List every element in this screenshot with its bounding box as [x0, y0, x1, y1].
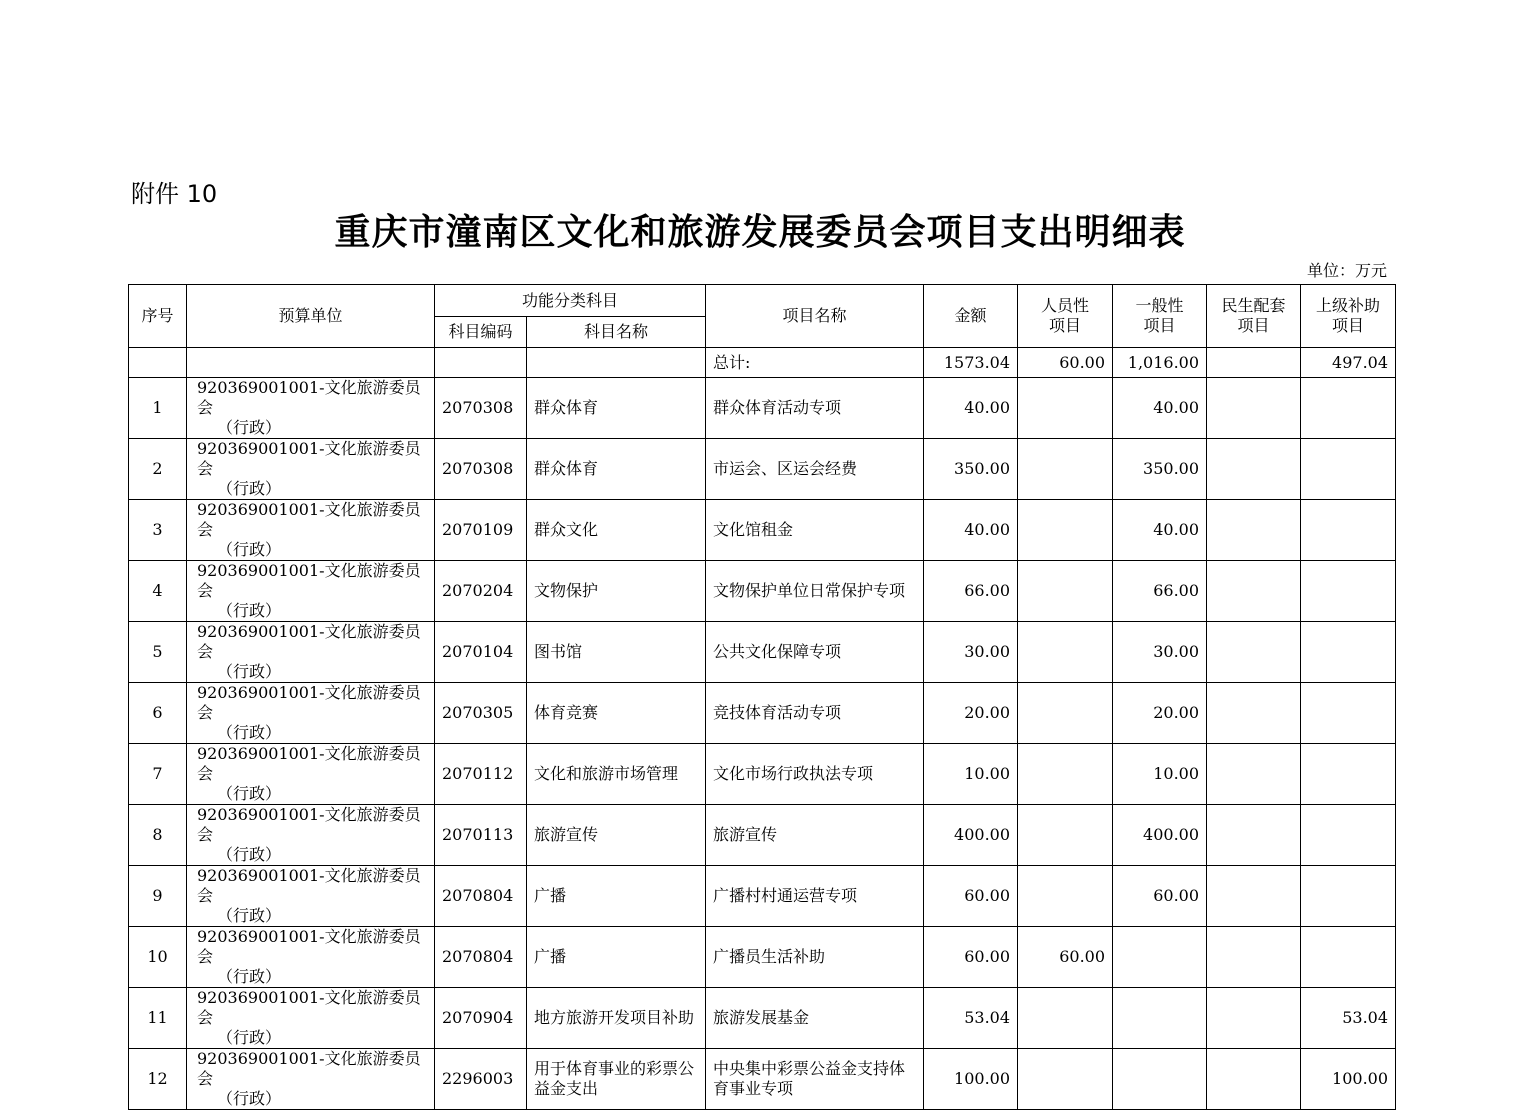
cell-subsidy	[1301, 378, 1396, 439]
table-row	[129, 378, 1396, 439]
cell-livelihood	[1207, 500, 1301, 561]
cell-subject-name: 群众文化	[527, 500, 706, 561]
cell-budget-unit-line2: （行政）	[217, 1028, 282, 1047]
cell-subsidy: 100.00	[1301, 1049, 1396, 1110]
header-subsidy-line1: 上级补助	[1316, 296, 1381, 315]
header-seq: 序号	[129, 285, 187, 348]
cell-project-name: 旅游宣传	[706, 805, 924, 866]
cell-personnel	[1018, 561, 1113, 622]
cell-budget-unit-line2: （行政）	[217, 1089, 282, 1108]
cell-project-name: 文物保护单位日常保护专项	[706, 561, 924, 622]
cell-seq: 11	[129, 988, 187, 1049]
table-header	[129, 285, 1396, 348]
header-function-category: 功能分类科目	[435, 285, 706, 317]
cell-subject-name: 文物保护	[527, 561, 706, 622]
cell-budget-unit-line2: （行政）	[217, 784, 282, 803]
cell-amount: 66.00	[924, 561, 1018, 622]
cell-subject-name: 广播	[527, 866, 706, 927]
header-livelihood-line1: 民生配套	[1221, 296, 1286, 315]
header-livelihood-line2: 项目	[1237, 316, 1270, 335]
cell-livelihood	[1207, 439, 1301, 500]
expenditure-table	[128, 284, 1396, 1110]
cell-livelihood	[1207, 1049, 1301, 1110]
cell-livelihood	[1207, 561, 1301, 622]
cell-subject-name: 广播	[527, 927, 706, 988]
cell-general: 30.00	[1113, 622, 1207, 683]
cell-amount: 60.00	[924, 927, 1018, 988]
cell-subject-name: 群众体育	[527, 378, 706, 439]
cell-budget-unit	[187, 622, 435, 683]
table-row	[129, 866, 1396, 927]
header-general	[1113, 285, 1207, 348]
cell-subject-code: 2070904	[435, 988, 527, 1049]
cell-seq: 5	[129, 622, 187, 683]
cell-subject-code: 2070305	[435, 683, 527, 744]
cell-subject-code: 2296003	[435, 1049, 527, 1110]
cell-amount: 53.04	[924, 988, 1018, 1049]
cell-seq: 3	[129, 500, 187, 561]
cell-subsidy	[1301, 927, 1396, 988]
cell-subject-code: 2070308	[435, 439, 527, 500]
cell-seq: 2	[129, 439, 187, 500]
total-code-cell	[435, 348, 527, 378]
cell-seq: 6	[129, 683, 187, 744]
cell-budget-unit-line1: 920369001001-文化旅游委员会	[197, 561, 421, 600]
cell-subject-name: 文化和旅游市场管理	[527, 744, 706, 805]
table-row	[129, 805, 1396, 866]
table-row	[129, 1049, 1396, 1110]
cell-amount: 20.00	[924, 683, 1018, 744]
cell-project-name: 公共文化保障专项	[706, 622, 924, 683]
total-unit-cell	[187, 348, 435, 378]
total-amount: 1573.04	[924, 348, 1018, 378]
cell-subject-code: 2070113	[435, 805, 527, 866]
header-subsidy	[1301, 285, 1396, 348]
table-body	[129, 348, 1396, 1110]
cell-seq: 4	[129, 561, 187, 622]
cell-amount: 30.00	[924, 622, 1018, 683]
cell-general	[1113, 988, 1207, 1049]
cell-budget-unit-line1: 920369001001-文化旅游委员会	[197, 927, 421, 966]
table-row	[129, 744, 1396, 805]
cell-subsidy	[1301, 866, 1396, 927]
table-row	[129, 988, 1396, 1049]
cell-budget-unit-line1: 920369001001-文化旅游委员会	[197, 439, 421, 478]
cell-subject-name: 群众体育	[527, 439, 706, 500]
cell-budget-unit	[187, 683, 435, 744]
cell-subject-code: 2070804	[435, 866, 527, 927]
cell-budget-unit	[187, 378, 435, 439]
cell-budget-unit	[187, 744, 435, 805]
cell-seq: 7	[129, 744, 187, 805]
cell-budget-unit	[187, 439, 435, 500]
cell-project-name: 竞技体育活动专项	[706, 683, 924, 744]
cell-general: 66.00	[1113, 561, 1207, 622]
cell-budget-unit-line1: 920369001001-文化旅游委员会	[197, 744, 421, 783]
cell-subject-name: 地方旅游开发项目补助	[527, 988, 706, 1049]
cell-subject-code: 2070112	[435, 744, 527, 805]
header-personnel-line1: 人员性	[1041, 296, 1090, 315]
cell-general: 350.00	[1113, 439, 1207, 500]
cell-budget-unit-line2: （行政）	[217, 906, 282, 925]
cell-subsidy	[1301, 622, 1396, 683]
cell-seq: 9	[129, 866, 187, 927]
cell-livelihood	[1207, 927, 1301, 988]
cell-budget-unit-line2: （行政）	[217, 723, 282, 742]
table-row	[129, 927, 1396, 988]
cell-personnel	[1018, 805, 1113, 866]
total-livelihood	[1207, 348, 1301, 378]
header-subsidy-line2: 项目	[1332, 316, 1365, 335]
cell-subject-code: 2070308	[435, 378, 527, 439]
cell-budget-unit-line1: 920369001001-文化旅游委员会	[197, 683, 421, 722]
cell-seq: 12	[129, 1049, 187, 1110]
cell-livelihood	[1207, 378, 1301, 439]
cell-general	[1113, 927, 1207, 988]
cell-budget-unit-line2: （行政）	[217, 967, 282, 986]
cell-budget-unit	[187, 927, 435, 988]
cell-project-name: 中央集中彩票公益金支持体育事业专项	[706, 1049, 924, 1110]
cell-subject-code: 2070109	[435, 500, 527, 561]
cell-general: 40.00	[1113, 378, 1207, 439]
cell-amount: 60.00	[924, 866, 1018, 927]
cell-amount: 10.00	[924, 744, 1018, 805]
cell-personnel	[1018, 378, 1113, 439]
header-personnel-line2: 项目	[1049, 316, 1082, 335]
cell-subsidy	[1301, 439, 1396, 500]
table-row	[129, 439, 1396, 500]
cell-budget-unit	[187, 561, 435, 622]
cell-amount: 350.00	[924, 439, 1018, 500]
header-general-line1: 一般性	[1135, 296, 1184, 315]
cell-general: 40.00	[1113, 500, 1207, 561]
cell-budget-unit-line1: 920369001001-文化旅游委员会	[197, 378, 421, 417]
cell-subsidy	[1301, 744, 1396, 805]
cell-seq: 1	[129, 378, 187, 439]
cell-project-name: 市运会、区运会经费	[706, 439, 924, 500]
cell-budget-unit	[187, 805, 435, 866]
header-project-name: 项目名称	[706, 285, 924, 348]
cell-subsidy: 53.04	[1301, 988, 1396, 1049]
cell-general	[1113, 1049, 1207, 1110]
cell-project-name: 广播员生活补助	[706, 927, 924, 988]
cell-subject-name: 旅游宣传	[527, 805, 706, 866]
total-subsidy: 497.04	[1301, 348, 1396, 378]
cell-personnel	[1018, 866, 1113, 927]
cell-livelihood	[1207, 622, 1301, 683]
cell-budget-unit-line2: （行政）	[217, 845, 282, 864]
cell-personnel	[1018, 622, 1113, 683]
cell-budget-unit-line1: 920369001001-文化旅游委员会	[197, 622, 421, 661]
header-amount: 金额	[924, 285, 1018, 348]
table-row	[129, 683, 1396, 744]
cell-subsidy	[1301, 500, 1396, 561]
cell-budget-unit-line2: （行政）	[217, 418, 282, 437]
cell-subject-code: 2070104	[435, 622, 527, 683]
cell-personnel	[1018, 500, 1113, 561]
cell-project-name: 旅游发展基金	[706, 988, 924, 1049]
cell-budget-unit-line1: 920369001001-文化旅游委员会	[197, 988, 421, 1027]
cell-amount: 100.00	[924, 1049, 1018, 1110]
total-row	[129, 348, 1396, 378]
cell-subject-name: 体育竞赛	[527, 683, 706, 744]
header-subject-code: 科目编码	[435, 317, 527, 348]
cell-seq: 10	[129, 927, 187, 988]
cell-budget-unit	[187, 866, 435, 927]
unit-label: 单位：万元	[1306, 261, 1387, 280]
cell-personnel	[1018, 744, 1113, 805]
attachment-label: 附件 10	[131, 180, 218, 208]
total-subject-cell	[527, 348, 706, 378]
cell-budget-unit-line2: （行政）	[217, 479, 282, 498]
cell-personnel	[1018, 439, 1113, 500]
cell-livelihood	[1207, 988, 1301, 1049]
cell-project-name: 广播村村通运营专项	[706, 866, 924, 927]
cell-general: 400.00	[1113, 805, 1207, 866]
total-general: 1,016.00	[1113, 348, 1207, 378]
cell-subject-code: 2070804	[435, 927, 527, 988]
cell-personnel	[1018, 683, 1113, 744]
header-general-line2: 项目	[1143, 316, 1176, 335]
header-subject-name: 科目名称	[527, 317, 706, 348]
cell-seq: 8	[129, 805, 187, 866]
header-budget-unit: 预算单位	[187, 285, 435, 348]
cell-livelihood	[1207, 683, 1301, 744]
cell-amount: 400.00	[924, 805, 1018, 866]
cell-general: 60.00	[1113, 866, 1207, 927]
cell-livelihood	[1207, 805, 1301, 866]
page-title: 重庆市潼南区文化和旅游发展委员会项目支出明细表	[334, 211, 1186, 253]
cell-amount: 40.00	[924, 500, 1018, 561]
cell-personnel: 60.00	[1018, 927, 1113, 988]
cell-subsidy	[1301, 805, 1396, 866]
cell-budget-unit	[187, 1049, 435, 1110]
cell-subsidy	[1301, 683, 1396, 744]
header-personnel	[1018, 285, 1113, 348]
cell-budget-unit	[187, 988, 435, 1049]
cell-budget-unit-line1: 920369001001-文化旅游委员会	[197, 500, 421, 539]
cell-budget-unit-line1: 920369001001-文化旅游委员会	[197, 1049, 421, 1088]
cell-subject-name: 用于体育事业的彩票公益金支出	[527, 1049, 706, 1110]
cell-general: 10.00	[1113, 744, 1207, 805]
table-row	[129, 622, 1396, 683]
cell-project-name: 群众体育活动专项	[706, 378, 924, 439]
cell-subject-code: 2070204	[435, 561, 527, 622]
header-livelihood	[1207, 285, 1301, 348]
cell-livelihood	[1207, 744, 1301, 805]
cell-amount: 40.00	[924, 378, 1018, 439]
cell-general: 20.00	[1113, 683, 1207, 744]
table-row	[129, 500, 1396, 561]
total-label: 总计:	[706, 348, 924, 378]
cell-personnel	[1018, 988, 1113, 1049]
cell-personnel	[1018, 1049, 1113, 1110]
cell-project-name: 文化馆租金	[706, 500, 924, 561]
total-personnel: 60.00	[1018, 348, 1113, 378]
cell-subject-name: 图书馆	[527, 622, 706, 683]
cell-budget-unit	[187, 500, 435, 561]
cell-project-name: 文化市场行政执法专项	[706, 744, 924, 805]
cell-budget-unit-line1: 920369001001-文化旅游委员会	[197, 866, 421, 905]
cell-subsidy	[1301, 561, 1396, 622]
cell-livelihood	[1207, 866, 1301, 927]
cell-budget-unit-line1: 920369001001-文化旅游委员会	[197, 805, 421, 844]
cell-budget-unit-line2: （行政）	[217, 662, 282, 681]
cell-budget-unit-line2: （行政）	[217, 540, 282, 559]
total-seq-cell	[129, 348, 187, 378]
cell-budget-unit-line2: （行政）	[217, 601, 282, 620]
table-row	[129, 561, 1396, 622]
